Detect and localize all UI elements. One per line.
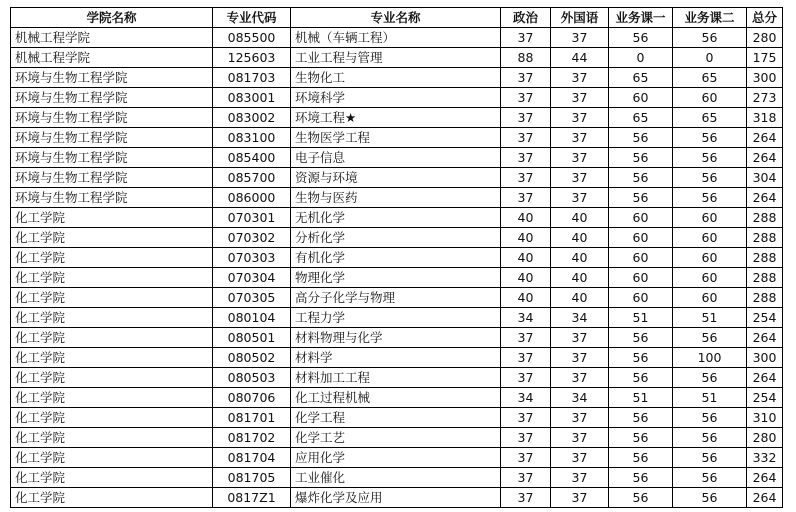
politics-score-cell: 37	[501, 428, 551, 448]
total-score-cell: 273	[747, 88, 783, 108]
school-cell: 化工学院	[11, 268, 213, 288]
subject-2-score-cell: 60	[673, 88, 747, 108]
subject-2-score-cell: 56	[673, 28, 747, 48]
subject-1-score-cell: 56	[609, 348, 673, 368]
table-header	[11, 8, 783, 28]
politics-score-cell: 37	[501, 88, 551, 108]
subject-2-score-cell: 56	[673, 428, 747, 448]
major-code-cell: 070304	[213, 268, 291, 288]
foreign-language-score-cell: 40	[551, 288, 609, 308]
major-code-cell: 080104	[213, 308, 291, 328]
total-score-cell: 280	[747, 28, 783, 48]
subject-1-score-cell: 60	[609, 208, 673, 228]
major-name-cell: 材料物理与化学	[291, 328, 501, 348]
subject-1-score-cell: 56	[609, 28, 673, 48]
foreign-language-score-cell: 37	[551, 448, 609, 468]
subject-2-score-cell: 0	[673, 48, 747, 68]
major-name-cell: 生物与医药	[291, 188, 501, 208]
major-name-cell: 生物医学工程	[291, 128, 501, 148]
subject-1-score-cell: 56	[609, 168, 673, 188]
major-code-cell: 081705	[213, 468, 291, 488]
subject-2-score-cell: 56	[673, 188, 747, 208]
total-score-cell: 288	[747, 288, 783, 308]
politics-score-cell: 37	[501, 348, 551, 368]
major-name-cell: 工业工程与管理	[291, 48, 501, 68]
total-score-cell: 300	[747, 348, 783, 368]
subject-1-score-cell: 60	[609, 88, 673, 108]
total-score-cell: 288	[747, 228, 783, 248]
politics-score-cell: 37	[501, 168, 551, 188]
subject-1-score-cell: 51	[609, 308, 673, 328]
major-code-cell: 081702	[213, 428, 291, 448]
foreign-language-score-cell: 37	[551, 68, 609, 88]
school-cell: 化工学院	[11, 248, 213, 268]
subject-1-score-cell: 0	[609, 48, 673, 68]
school-cell: 环境与生物工程学院	[11, 168, 213, 188]
table-row	[11, 268, 783, 288]
major-name-cell: 环境工程★	[291, 108, 501, 128]
politics-score-cell: 37	[501, 368, 551, 388]
school-cell: 环境与生物工程学院	[11, 128, 213, 148]
school-cell: 机械工程学院	[11, 28, 213, 48]
subject-1-score-cell: 56	[609, 328, 673, 348]
foreign-language-score-cell: 37	[551, 368, 609, 388]
major-name-cell: 化学工程	[291, 408, 501, 428]
school-cell: 机械工程学院	[11, 48, 213, 68]
subject-1-score-cell: 60	[609, 288, 673, 308]
foreign-language-score-cell: 40	[551, 268, 609, 288]
major-name-cell: 化学工艺	[291, 428, 501, 448]
subject-2-score-cell: 100	[673, 348, 747, 368]
foreign-language-score-cell: 34	[551, 308, 609, 328]
table-row	[11, 28, 783, 48]
header-subject-1: 业务课一	[609, 8, 673, 28]
foreign-language-score-cell: 37	[551, 148, 609, 168]
subject-1-score-cell: 56	[609, 468, 673, 488]
foreign-language-score-cell: 44	[551, 48, 609, 68]
politics-score-cell: 37	[501, 108, 551, 128]
subject-1-score-cell: 65	[609, 68, 673, 88]
subject-2-score-cell: 56	[673, 468, 747, 488]
school-cell: 化工学院	[11, 428, 213, 448]
table-row	[11, 228, 783, 248]
total-score-cell: 288	[747, 268, 783, 288]
school-cell: 化工学院	[11, 288, 213, 308]
school-cell: 化工学院	[11, 408, 213, 428]
table-row	[11, 408, 783, 428]
total-score-cell: 254	[747, 308, 783, 328]
major-name-cell: 环境科学	[291, 88, 501, 108]
subject-2-score-cell: 56	[673, 448, 747, 468]
major-name-cell: 机械（车辆工程）	[291, 28, 501, 48]
subject-2-score-cell: 56	[673, 408, 747, 428]
politics-score-cell: 37	[501, 28, 551, 48]
major-name-cell: 电子信息	[291, 148, 501, 168]
major-name-cell: 材料学	[291, 348, 501, 368]
school-cell: 化工学院	[11, 448, 213, 468]
school-cell: 化工学院	[11, 328, 213, 348]
foreign-language-score-cell: 37	[551, 408, 609, 428]
table-row	[11, 248, 783, 268]
major-code-cell: 0817Z1	[213, 488, 291, 508]
foreign-language-score-cell: 37	[551, 468, 609, 488]
major-code-cell: 083002	[213, 108, 291, 128]
header-major-code: 专业代码	[213, 8, 291, 28]
total-score-cell: 300	[747, 68, 783, 88]
major-code-cell: 070302	[213, 228, 291, 248]
major-name-cell: 物理化学	[291, 268, 501, 288]
subject-1-score-cell: 60	[609, 248, 673, 268]
major-code-cell: 070301	[213, 208, 291, 228]
major-code-cell: 125603	[213, 48, 291, 68]
table-row	[11, 428, 783, 448]
total-score-cell: 264	[747, 148, 783, 168]
subject-2-score-cell: 56	[673, 128, 747, 148]
foreign-language-score-cell: 37	[551, 128, 609, 148]
subject-2-score-cell: 60	[673, 268, 747, 288]
major-code-cell: 086000	[213, 188, 291, 208]
total-score-cell: 264	[747, 188, 783, 208]
major-code-cell: 070305	[213, 288, 291, 308]
header-subject-2: 业务课二	[673, 8, 747, 28]
subject-2-score-cell: 51	[673, 388, 747, 408]
school-cell: 化工学院	[11, 368, 213, 388]
major-name-cell: 材料加工工程	[291, 368, 501, 388]
school-cell: 化工学院	[11, 308, 213, 328]
total-score-cell: 288	[747, 248, 783, 268]
subject-2-score-cell: 51	[673, 308, 747, 328]
politics-score-cell: 34	[501, 388, 551, 408]
total-score-cell: 288	[747, 208, 783, 228]
header-total: 总分	[747, 8, 783, 28]
major-name-cell: 分析化学	[291, 228, 501, 248]
major-code-cell: 080706	[213, 388, 291, 408]
table-row	[11, 68, 783, 88]
politics-score-cell: 40	[501, 248, 551, 268]
total-score-cell: 310	[747, 408, 783, 428]
total-score-cell: 264	[747, 488, 783, 508]
school-cell: 环境与生物工程学院	[11, 88, 213, 108]
subject-2-score-cell: 60	[673, 208, 747, 228]
major-code-cell: 080503	[213, 368, 291, 388]
politics-score-cell: 40	[501, 268, 551, 288]
total-score-cell: 280	[747, 428, 783, 448]
subject-2-score-cell: 60	[673, 288, 747, 308]
table-row	[11, 308, 783, 328]
politics-score-cell: 37	[501, 408, 551, 428]
header-school: 学院名称	[11, 8, 213, 28]
politics-score-cell: 37	[501, 188, 551, 208]
total-score-cell: 304	[747, 168, 783, 188]
subject-2-score-cell: 56	[673, 368, 747, 388]
subject-1-score-cell: 56	[609, 368, 673, 388]
foreign-language-score-cell: 37	[551, 88, 609, 108]
politics-score-cell: 40	[501, 288, 551, 308]
foreign-language-score-cell: 40	[551, 208, 609, 228]
table-row	[11, 208, 783, 228]
major-code-cell: 081701	[213, 408, 291, 428]
total-score-cell: 318	[747, 108, 783, 128]
table-row	[11, 388, 783, 408]
major-name-cell: 工业催化	[291, 468, 501, 488]
major-name-cell: 资源与环境	[291, 168, 501, 188]
subject-2-score-cell: 56	[673, 148, 747, 168]
politics-score-cell: 37	[501, 448, 551, 468]
school-cell: 化工学院	[11, 208, 213, 228]
school-cell: 环境与生物工程学院	[11, 108, 213, 128]
major-name-cell: 工程力学	[291, 308, 501, 328]
total-score-cell: 175	[747, 48, 783, 68]
major-name-cell: 化工过程机械	[291, 388, 501, 408]
table-row	[11, 448, 783, 468]
major-code-cell: 083001	[213, 88, 291, 108]
major-name-cell: 应用化学	[291, 448, 501, 468]
subject-2-score-cell: 65	[673, 108, 747, 128]
politics-score-cell: 37	[501, 128, 551, 148]
foreign-language-score-cell: 37	[551, 488, 609, 508]
subject-2-score-cell: 65	[673, 68, 747, 88]
politics-score-cell: 37	[501, 488, 551, 508]
subject-1-score-cell: 56	[609, 428, 673, 448]
subject-1-score-cell: 60	[609, 228, 673, 248]
politics-score-cell: 37	[501, 468, 551, 488]
header-row	[11, 8, 783, 28]
table-row	[11, 288, 783, 308]
subject-1-score-cell: 56	[609, 408, 673, 428]
total-score-cell: 332	[747, 448, 783, 468]
table-row	[11, 488, 783, 508]
subject-2-score-cell: 60	[673, 228, 747, 248]
politics-score-cell: 34	[501, 308, 551, 328]
table-row	[11, 328, 783, 348]
school-cell: 环境与生物工程学院	[11, 68, 213, 88]
table-row	[11, 368, 783, 388]
subject-1-score-cell: 56	[609, 128, 673, 148]
foreign-language-score-cell: 40	[551, 248, 609, 268]
major-code-cell: 070303	[213, 248, 291, 268]
school-cell: 环境与生物工程学院	[11, 188, 213, 208]
subject-1-score-cell: 60	[609, 268, 673, 288]
major-code-cell: 081703	[213, 68, 291, 88]
subject-1-score-cell: 56	[609, 188, 673, 208]
subject-1-score-cell: 56	[609, 488, 673, 508]
header-politics: 政治	[501, 8, 551, 28]
politics-score-cell: 40	[501, 208, 551, 228]
foreign-language-score-cell: 37	[551, 188, 609, 208]
politics-score-cell: 37	[501, 328, 551, 348]
major-name-cell: 无机化学	[291, 208, 501, 228]
table-body	[11, 28, 783, 508]
table-row	[11, 348, 783, 368]
school-cell: 化工学院	[11, 388, 213, 408]
school-cell: 化工学院	[11, 348, 213, 368]
foreign-language-score-cell: 37	[551, 108, 609, 128]
major-name-cell: 高分子化学与物理	[291, 288, 501, 308]
table-row	[11, 168, 783, 188]
total-score-cell: 254	[747, 388, 783, 408]
table-row	[11, 128, 783, 148]
total-score-cell: 264	[747, 368, 783, 388]
header-foreign-language: 外国语	[551, 8, 609, 28]
major-code-cell: 080502	[213, 348, 291, 368]
foreign-language-score-cell: 34	[551, 388, 609, 408]
subject-2-score-cell: 56	[673, 168, 747, 188]
politics-score-cell: 37	[501, 148, 551, 168]
foreign-language-score-cell: 37	[551, 348, 609, 368]
major-code-cell: 083100	[213, 128, 291, 148]
score-table	[10, 7, 783, 508]
table-row	[11, 48, 783, 68]
major-code-cell: 085500	[213, 28, 291, 48]
school-cell: 化工学院	[11, 228, 213, 248]
subject-1-score-cell: 51	[609, 388, 673, 408]
school-cell: 化工学院	[11, 488, 213, 508]
foreign-language-score-cell: 37	[551, 28, 609, 48]
subject-1-score-cell: 56	[609, 148, 673, 168]
politics-score-cell: 37	[501, 68, 551, 88]
subject-1-score-cell: 56	[609, 448, 673, 468]
foreign-language-score-cell: 37	[551, 328, 609, 348]
subject-2-score-cell: 56	[673, 488, 747, 508]
total-score-cell: 264	[747, 328, 783, 348]
subject-2-score-cell: 60	[673, 248, 747, 268]
major-name-cell: 生物化工	[291, 68, 501, 88]
foreign-language-score-cell: 37	[551, 168, 609, 188]
total-score-cell: 264	[747, 128, 783, 148]
major-name-cell: 有机化学	[291, 248, 501, 268]
major-name-cell: 爆炸化学及应用	[291, 488, 501, 508]
table-row	[11, 188, 783, 208]
table-row	[11, 148, 783, 168]
foreign-language-score-cell: 37	[551, 428, 609, 448]
table-row	[11, 108, 783, 128]
subject-1-score-cell: 65	[609, 108, 673, 128]
school-cell: 环境与生物工程学院	[11, 148, 213, 168]
major-code-cell: 085700	[213, 168, 291, 188]
school-cell: 化工学院	[11, 468, 213, 488]
subject-2-score-cell: 56	[673, 328, 747, 348]
politics-score-cell: 40	[501, 228, 551, 248]
major-code-cell: 080501	[213, 328, 291, 348]
total-score-cell: 264	[747, 468, 783, 488]
major-code-cell: 085400	[213, 148, 291, 168]
foreign-language-score-cell: 40	[551, 228, 609, 248]
table-row	[11, 88, 783, 108]
major-code-cell: 081704	[213, 448, 291, 468]
politics-score-cell: 88	[501, 48, 551, 68]
table-row	[11, 468, 783, 488]
header-major-name: 专业名称	[291, 8, 501, 28]
